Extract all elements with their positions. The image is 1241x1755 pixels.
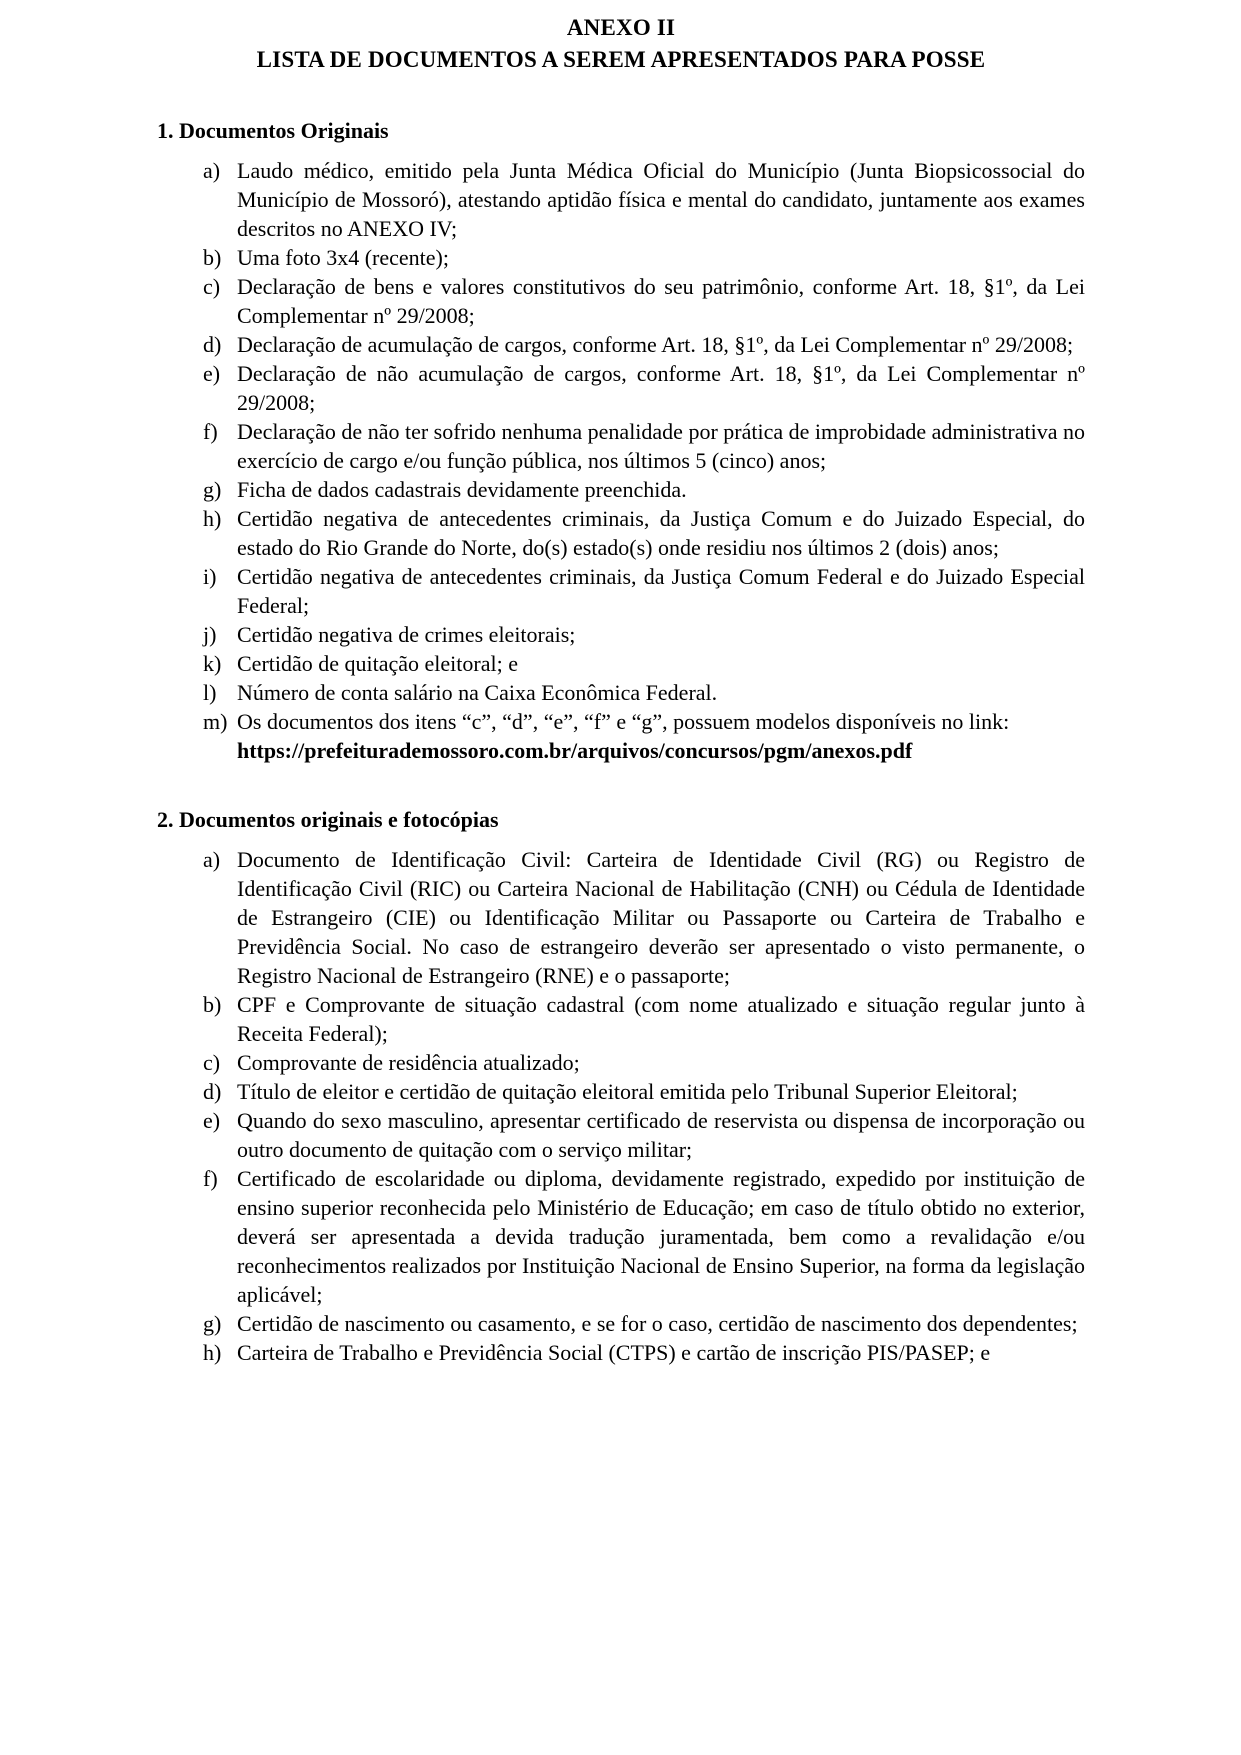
item-body <box>237 707 1085 765</box>
list-item <box>203 156 1085 243</box>
document-link[interactable]: https://prefeiturademossoro.com.br/arquivos/concursos/pgm/anexos.pdf <box>237 738 913 763</box>
item-text: Declaração de bens e valores constitutivos do seu patrimônio, conforme Art. 18, §1º, da Lei Complementar nº 29/2008; <box>237 274 1085 328</box>
item-label: f) <box>203 1166 218 1191</box>
item-body <box>237 990 1085 1048</box>
item-label: b) <box>203 992 222 1017</box>
item-body <box>237 678 1085 707</box>
item-body <box>237 1106 1085 1164</box>
item-text: Quando do sexo masculino, apresentar certificado de reservista ou dispensa de incorporação ou outro documento de quitação com o serviço militar; <box>237 1108 1085 1162</box>
item-text: Certidão negativa de crimes eleitorais; <box>237 622 576 647</box>
item-text: Título de eleitor e certidão de quitação eleitoral emitida pelo Tribunal Superior Eleitoral; <box>237 1079 1018 1104</box>
list-item <box>203 1164 1085 1309</box>
item-label: a) <box>203 158 221 183</box>
sections-container <box>157 116 1085 1367</box>
item-body <box>237 649 1085 678</box>
item-label: l) <box>203 680 217 705</box>
document-section <box>157 805 1085 1367</box>
item-body <box>237 562 1085 620</box>
item-list <box>157 845 1085 1367</box>
item-text: Certidão de nascimento ou casamento, e se for o caso, certidão de nascimento dos dependentes; <box>237 1311 1078 1336</box>
item-label: h) <box>203 506 222 531</box>
item-label: i) <box>203 564 217 589</box>
item-body <box>237 845 1085 990</box>
item-text: Declaração de não ter sofrido nenhuma penalidade por prática de improbidade administrativa no exercício de cargo e/ou função pública, nos últimos 5 (cinco) anos; <box>237 419 1085 473</box>
item-text: Certidão negativa de antecedentes criminais, da Justiça Comum e do Juizado Especial, do estado do Rio Grande do Norte, do(s) estado(s) onde residiu nos últimos 2 (dois) anos; <box>237 506 1085 560</box>
list-item <box>203 562 1085 620</box>
list-item <box>203 504 1085 562</box>
item-text: Comprovante de residência atualizado; <box>237 1050 580 1075</box>
item-body <box>237 156 1085 243</box>
list-item <box>203 678 1085 707</box>
item-text: Declaração de não acumulação de cargos, conforme Art. 18, §1º, da Lei Complementar nº 29/2008; <box>237 361 1085 415</box>
item-body <box>237 330 1085 359</box>
section-heading: 2. Documentos originais e fotocópias <box>157 807 499 832</box>
item-label: b) <box>203 245 222 270</box>
document-title-line1: ANEXO II <box>566 15 676 40</box>
item-text: Carteira de Trabalho e Previdência Social (CTPS) e cartão de inscrição PIS/PASEP; e <box>237 1340 991 1365</box>
document-header <box>157 12 1085 76</box>
item-label: g) <box>203 477 222 502</box>
item-body <box>237 1048 1085 1077</box>
list-item <box>203 359 1085 417</box>
item-label: d) <box>203 332 222 357</box>
item-text: Número de conta salário na Caixa Econômica Federal. <box>237 680 718 705</box>
list-item <box>203 1338 1085 1367</box>
item-label: h) <box>203 1340 222 1365</box>
item-label: k) <box>203 651 222 676</box>
document-section <box>157 116 1085 765</box>
item-text: Certificado de escolaridade ou diploma, devidamente registrado, expedido por instituição de ensino superior reconhecida pelo Ministério de Educação; em caso de título obtido no exterior, deverá ser apresentada a devida tradução juramentada, bem como a revalidação e/ou reconhecimentos realizados por Instituição Nacional de Ensino Superior, na forma da legislação aplicável; <box>237 1166 1085 1307</box>
item-body <box>237 359 1085 417</box>
item-text: Ficha de dados cadastrais devidamente preenchida. <box>237 477 687 502</box>
list-item <box>203 707 1085 765</box>
item-body <box>237 272 1085 330</box>
list-item <box>203 417 1085 475</box>
item-body <box>237 1164 1085 1309</box>
item-list <box>157 156 1085 765</box>
item-label: e) <box>203 1108 221 1133</box>
item-label: j) <box>203 622 217 647</box>
item-body <box>237 243 1085 272</box>
item-label: d) <box>203 1079 222 1104</box>
section-heading: 1. Documentos Originais <box>157 118 389 143</box>
list-item <box>203 330 1085 359</box>
item-text: Laudo médico, emitido pela Junta Médica Oficial do Município (Junta Biopsicossocial do Município de Mossoró), atestando aptidão física e mental do candidato, juntamente aos exames descritos no ANEXO IV; <box>237 158 1085 241</box>
list-item <box>203 272 1085 330</box>
item-label: c) <box>203 1050 221 1075</box>
list-item <box>203 620 1085 649</box>
item-label: g) <box>203 1311 222 1336</box>
item-text: Certidão de quitação eleitoral; e <box>237 651 518 676</box>
item-label: c) <box>203 274 221 299</box>
list-item <box>203 1077 1085 1106</box>
item-body <box>237 1338 1085 1367</box>
list-item <box>203 1106 1085 1164</box>
item-label: e) <box>203 361 221 386</box>
item-text: Certidão negativa de antecedentes criminais, da Justiça Comum Federal e do Juizado Especial Federal; <box>237 564 1085 618</box>
item-text: Declaração de acumulação de cargos, conforme Art. 18, §1º, da Lei Complementar nº 29/2008; <box>237 332 1074 357</box>
document-title-line2: LISTA DE DOCUMENTOS A SEREM APRESENTADOS PARA POSSE <box>256 47 986 72</box>
item-label: m) <box>203 709 228 734</box>
item-text: Documento de Identificação Civil: Carteira de Identidade Civil (RG) ou Registro de Identificação Civil (RIC) ou Carteira Nacional de Habilitação (CNH) ou Cédula de Identidade de Estrangeiro (CIE) ou Identificação Militar ou Passaporte ou Carteira de Trabalho e Previdência Social. No caso de estrangeiro deverão ser apresentado o visto permanente, o Registro Nacional de Estrangeiro (RNE) e o passaporte; <box>237 847 1085 988</box>
item-label: a) <box>203 847 221 872</box>
item-body <box>237 475 1085 504</box>
item-text: Uma foto 3x4 (recente); <box>237 245 449 270</box>
item-body <box>237 504 1085 562</box>
list-item <box>203 845 1085 990</box>
item-body <box>237 1077 1085 1106</box>
list-item <box>203 649 1085 678</box>
list-item <box>203 243 1085 272</box>
list-item <box>203 1309 1085 1338</box>
item-text: CPF e Comprovante de situação cadastral (com nome atualizado e situação regular junto à Receita Federal); <box>237 992 1085 1046</box>
item-label: f) <box>203 419 218 444</box>
item-body <box>237 620 1085 649</box>
list-item <box>203 475 1085 504</box>
item-body <box>237 417 1085 475</box>
item-text: Os documentos dos itens “c”, “d”, “e”, “f” e “g”, possuem modelos disponíveis no link: <box>237 709 1010 734</box>
list-item <box>203 990 1085 1048</box>
item-body <box>237 1309 1085 1338</box>
list-item <box>203 1048 1085 1077</box>
